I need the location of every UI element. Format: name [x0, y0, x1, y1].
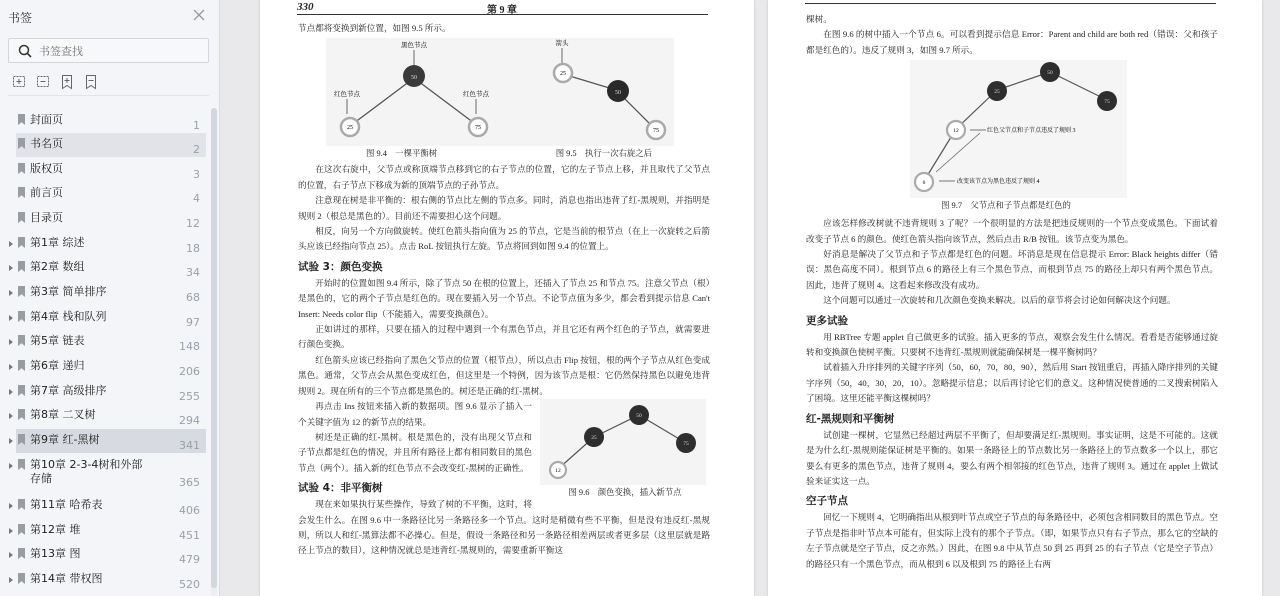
svg-text:50: 50: [636, 413, 642, 420]
paragraph: 树还是正确的红-黑树。根是黑色的，没有出现父节点和子节点都是红色的情况，并且所有路径上都有相同数目的黑色节点（两个）。插入新的红色节点不会改变红-黑树的正确性。: [298, 431, 532, 473]
bookmark-label: 第11章 哈希表: [30, 498, 103, 511]
bookmark-icon: [18, 499, 25, 510]
bookmark-page-number: 206: [179, 365, 200, 378]
bookmark-label: 第2章 数组: [30, 260, 85, 273]
bookmark-search[interactable]: [8, 38, 209, 63]
bookmark-label: 第1章 综述: [30, 236, 85, 249]
bookmark-label: 书名页: [30, 137, 63, 150]
section-heading: 试验 4：非平衡树: [298, 482, 383, 495]
bookmark-page-number: 520: [179, 578, 200, 591]
label-red-node-left: 红色节点: [334, 91, 360, 99]
bookmark-item[interactable]: [16, 232, 206, 256]
bookmark-search-input[interactable]: [39, 42, 199, 60]
svg-text:6: 6: [922, 180, 926, 187]
expand-arrow-icon[interactable]: [9, 389, 13, 395]
svg-text:50: 50: [1047, 70, 1053, 77]
paragraph: 开始时的位置如图 9.4 所示，除了节点 50 在根的位置上，还插入了节点 25 和节点 75。注意父节点（根）是黑色的，它的两个子节点是红色的。现在要插入另一个节点。不论节点值为多少，都会看到提示信息 Can't Insert: Needs color flip（不能插入，需要变换颜色）。: [298, 277, 710, 319]
bookmark-icon: [18, 138, 25, 149]
add-bookmark-icon[interactable]: [60, 74, 74, 90]
section-heading: 红-黑规则和平衡树: [806, 412, 895, 425]
bookmark-icon: [18, 459, 25, 470]
page-header: [297, 0, 708, 15]
bookmark-label: 第9章 红-黑树: [30, 433, 100, 446]
expand-arrow-icon[interactable]: [9, 438, 13, 444]
bookmark-page-number: 148: [179, 340, 200, 353]
bookmark-page-number: 2: [193, 143, 200, 156]
paragraph: 用 RBTree 专题 applet 自己做更多的试验。插入更多的节点，观察会发生什么情况。看看是否能够通过旋转和变换颜色使树平衡。只要树不违背红-黑规则就能确保树是一棵平衡树吗？: [806, 331, 1218, 358]
expand-arrow-icon[interactable]: [9, 290, 13, 296]
remove-bookmark-icon[interactable]: [84, 74, 98, 90]
expand-arrow-icon[interactable]: [9, 463, 13, 469]
bookmark-label: 第3章 简单排序: [30, 285, 107, 298]
paragraph: 红色箭头应该已经指向了黑色父节点的位置（根节点），所以点击 Flip 按钮，根的两个子节点从红色变成黑色。通常，父节点会从黑色变成红色，但这里是一个特例，因为该节点是根：它仍然保持黑色以避免违背规则 2。现在所有的三个节点都是黑色的。树还是正确的红-黑树。: [298, 354, 710, 396]
paragraph: 正如讲过的那样，只要在插入的过程中遇到一个有黑色节点，并且它还有两个红色的子节点，就需要进行颜色变换。: [298, 324, 710, 350]
paragraph: 现在来如果执行某些操作，导致了树的不平衡，这时，将会发生什么。在图 9.6 中一条路径比另一条路径多一个节点。这时是稍微有些不平衡，但是没有违反红-黑规则，所以人和红-黑算法都不必操心。但是，假设一条路径和另一条路径相差两层或者更多层（这里层就是路径上节点的数目），这种情况就总是违背红-黑规则的，需要重新平衡这: [298, 499, 710, 556]
expand-arrow-icon[interactable]: [9, 503, 13, 509]
bookmark-item[interactable]: [16, 158, 206, 182]
bookmark-item[interactable]: [16, 281, 206, 305]
bookmark-label: 第6章 递归: [30, 359, 85, 372]
pdf-page-331: [768, 0, 1262, 596]
paragraph: 注意现在树是非平衡的：根右侧的节点比左侧的节点多。同时，消息也指出违背了红-黑规则，并指明是规则 2（根总是黑色的）。目前还不需要担心这个问题。: [298, 195, 710, 221]
bookmark-page-number: 97: [186, 316, 200, 329]
bookmark-icon: [18, 311, 25, 322]
svg-text:50: 50: [615, 90, 621, 97]
bookmark-item[interactable]: [16, 494, 206, 518]
svg-text:50: 50: [411, 75, 417, 82]
bookmark-icon: [18, 409, 25, 420]
bookmark-label: 前言页: [30, 186, 63, 199]
svg-text:75: 75: [653, 128, 659, 135]
bookmark-item[interactable]: [16, 429, 206, 453]
bookmark-item[interactable]: [16, 256, 206, 280]
paragraph: 节点都将变换到新位置，如图 9.5 所示。: [298, 23, 451, 33]
bookmark-icon: [18, 385, 25, 396]
figure-caption: 图 9.7 父节点和子节点都是红色的: [941, 201, 1071, 211]
expand-all-icon[interactable]: [12, 74, 26, 90]
pdf-page-330: [260, 0, 754, 596]
bookmark-icon: [18, 237, 25, 248]
figure-9-4-9-5: [326, 38, 674, 146]
bookmark-icon: [18, 286, 25, 297]
label-arrow: 箭头: [555, 40, 569, 48]
expand-arrow-icon[interactable]: [9, 528, 13, 534]
bookmark-item[interactable]: [16, 519, 206, 543]
bookmark-icon: [18, 548, 25, 559]
paragraph: 棵树。: [806, 14, 832, 24]
section-heading: 空子节点: [806, 495, 848, 508]
search-icon: [18, 44, 32, 58]
bookmark-icon: [18, 163, 25, 174]
bookmark-label: 第12章 堆: [30, 523, 81, 536]
bookmark-icon: [18, 335, 25, 346]
bookmark-label: 第4章 栈和队列: [30, 310, 107, 323]
bookmark-page-number: 3: [193, 168, 200, 181]
bookmark-page-number: 34: [186, 266, 200, 279]
expand-arrow-icon[interactable]: [9, 241, 13, 247]
page-header: [805, 0, 1216, 4]
sidebar-title: 书签: [8, 11, 33, 25]
annotation-rule-4: 改变该节点为黑色违反了规则 4: [957, 179, 1040, 186]
close-icon[interactable]: [192, 8, 206, 22]
annotation-rule-3: 红色父节点和子节点违反了规则 3: [987, 128, 1076, 135]
svg-text:25: 25: [591, 435, 597, 442]
scrollbar-thumb[interactable]: [211, 108, 217, 588]
page-body: [298, 21, 710, 559]
bookmark-label: 第14章 带权图: [30, 572, 103, 585]
svg-text:25: 25: [994, 89, 1000, 96]
bookmark-icon: [18, 187, 25, 198]
bookmark-label: 第5章 链表: [30, 334, 85, 347]
figure-caption: 图 9.5 执行一次右旋之后: [555, 149, 652, 159]
expand-arrow-icon[interactable]: [9, 577, 13, 583]
expand-arrow-icon[interactable]: [9, 265, 13, 271]
bookmark-page-number: 406: [179, 504, 200, 517]
figure-9-4: [334, 40, 490, 136]
sidebar-scrollbar[interactable]: [211, 108, 217, 596]
bookmark-item[interactable]: [16, 133, 206, 157]
bookmark-item[interactable]: [16, 380, 206, 404]
bookmark-item[interactable]: [16, 454, 206, 490]
expand-arrow-icon[interactable]: [9, 552, 13, 558]
bookmark-page-number: 451: [179, 529, 200, 542]
bookmark-item[interactable]: [16, 404, 206, 428]
bookmark-item[interactable]: [16, 568, 206, 592]
bookmark-item[interactable]: [16, 207, 206, 231]
bookmark-page-number: 68: [186, 291, 200, 304]
svg-text:25: 25: [560, 71, 566, 78]
bookmark-sidebar: [0, 0, 220, 596]
bookmark-icon: [18, 261, 25, 272]
figure-9-6-wrap: [540, 399, 710, 501]
bookmark-label: 版权页: [30, 162, 63, 175]
paragraph: 再点击 Ins 按钮来插入新的数据项。图 9.6 显示了插入一个关键字值为 12 的新节点的结果。: [298, 401, 532, 427]
section-heading: 更多试验: [806, 314, 848, 327]
collapse-all-icon[interactable]: [36, 74, 50, 90]
bookmark-page-number: 255: [179, 390, 200, 403]
expand-arrow-icon[interactable]: [9, 339, 13, 345]
svg-text:75: 75: [1104, 99, 1110, 106]
figure-9-6: [540, 399, 706, 485]
paragraph: 试着插入升序排列的关键字序列（50，60，70，80，90），然后用 Start 按钮重启，再插入降序排列的关键字序列（50，40，30，20，10）。忽略提示信息；以后再讨论它们的意义。这种情况使普通的二叉搜索树陷入了困境。这里还能平衡这棵树吗？: [806, 362, 1218, 404]
bookmark-page-number: 1: [193, 119, 200, 132]
bookmark-icon: [18, 573, 25, 584]
figure-caption: 图 9.6 颜色变换，插入新节点: [568, 488, 682, 498]
section-heading: 试验 3：颜色变换: [298, 260, 383, 273]
bookmark-page-number: 18: [186, 242, 200, 255]
bookmark-page-number: 12: [186, 217, 200, 230]
figure-9-5: [554, 38, 665, 139]
paragraph: 应该怎样修改树就不违背规则 3 了呢？一个很明显的方法是把违反规则的一个节点变成黑色。下面试着改变子节点 6 的颜色。使红色箭头指向该节点，然后点击 R/B 按钮。该节点变为黑色。: [806, 218, 1218, 244]
bookmark-item[interactable]: [16, 330, 206, 354]
svg-text:75: 75: [683, 441, 689, 448]
expand-arrow-icon[interactable]: [9, 315, 13, 321]
svg-text:12: 12: [953, 128, 959, 135]
paragraph: 在图 9.6 的树中插入一个节点 6。可以看到提示信息 Error：Parent and child are both red（错误：父和孩子都是红色的）。违反了规则 3，如图 9.7 所示。: [806, 29, 1218, 55]
bookmark-label: 第10章 2-3-4树和外部存储: [30, 458, 143, 485]
bookmark-label: 目录页: [30, 211, 63, 224]
figure-9-7: [910, 60, 1127, 198]
bookmark-page-number: 365: [179, 476, 200, 489]
paragraph: 相反，向另一个方向做旋转。使红色箭头指向值为 25 的节点，它是当前的根节点（在上一次旋转之后箭头应该已经指向节点 25）。点击 RoL 按钮执行左旋。节点将回到如图 9.4 的位置上。: [298, 226, 710, 252]
bookmark-icon: [18, 524, 25, 535]
paragraph: 这个问题可以通过一次旋转和几次颜色变换来解决。以后的章节将会讨论如何解决这个问题。: [823, 295, 1176, 306]
page-body: [806, 12, 1218, 572]
bookmark-label: 封面页: [30, 113, 63, 126]
bookmark-page-number: 479: [179, 553, 200, 566]
bookmark-icon: [18, 114, 25, 125]
bookmark-item[interactable]: [16, 306, 206, 330]
paragraph: 在这次右旋中，父节点或称顶端节点移到它的右子节点的位置，它的左子节点上移，并且取代了父节点的位置，右子节点下移成为新的顶端节点的子孙节点。: [298, 164, 710, 190]
paragraph: 好消息是解决了父节点和子节点都是红色的问题。坏消息是现在信息提示 Error: Black heights differ（错误：黑色高度不同）。根到节点 6 的路径上有三个黑色节点，而根到节点 75 的路径上却只有两个黑色节点。因此，违背了规则 4。这看起来修改没有成功。: [806, 249, 1218, 290]
expand-arrow-icon[interactable]: [9, 413, 13, 419]
page-number: 330: [297, 1, 314, 13]
label-black-node: 黑色节点: [401, 42, 427, 50]
bookmark-page-number: 294: [179, 414, 200, 427]
paragraph: 试创建一棵树，它显然已经超过两层不平衡了，但却要满足红-黑规则。事实证明，这是不可能的。这就是为什么红-黑规则能保证树是平衡的。如果一条路径上的节点数比另一条路径上的节点数多一个以上，那它要么有更多的黑色节点，违背了规则 4，要么有两个相邻接的红色节点，违背了规则 3。通过在 applet 上做试验来证实这一点。: [806, 429, 1218, 486]
divider: [8, 95, 209, 96]
svg-text:75: 75: [475, 125, 481, 132]
bookmark-page-number: 341: [179, 439, 200, 452]
bookmark-item[interactable]: [16, 109, 206, 133]
label-red-node-right: 红色节点: [463, 91, 489, 99]
bookmark-label: 第7章 高级排序: [30, 384, 107, 397]
bookmark-label: 第13章 图: [30, 547, 81, 560]
figure-caption: 图 9.4 一棵平衡树: [366, 149, 438, 159]
bookmark-icon: [18, 212, 25, 223]
svg-text:25: 25: [347, 125, 353, 132]
bookmark-item[interactable]: [16, 543, 206, 567]
paragraph: 回忆一下规则 4，它明确指出从根到叶节点或空子节点的每条路径中，必须包含相同数目的黑色节点。空子节点是指非叶节点本可能有，但实际上没有的那个子节点。（即，如果节点只有右子节点，那么它的空缺的左子节点就是空子节点，反之亦然。）因此，在图 9.8 中从节点 50 到 25 再到 25 的右子节点（它是空子节点）的路径只有一个黑色节点，而从根到 6 以及根到 75 的路径上右两: [806, 512, 1218, 569]
bookmark-item[interactable]: [16, 355, 206, 379]
expand-arrow-icon[interactable]: [9, 364, 13, 370]
bookmark-page-number: 4: [193, 192, 200, 205]
chapter-header: 第 9 章: [487, 5, 517, 16]
bookmark-icon: [18, 360, 25, 371]
bookmark-label: 第8章 二叉树: [30, 408, 96, 421]
bookmark-item[interactable]: [16, 182, 206, 206]
bookmark-icon: [18, 434, 25, 445]
svg-text:12: 12: [555, 468, 561, 475]
